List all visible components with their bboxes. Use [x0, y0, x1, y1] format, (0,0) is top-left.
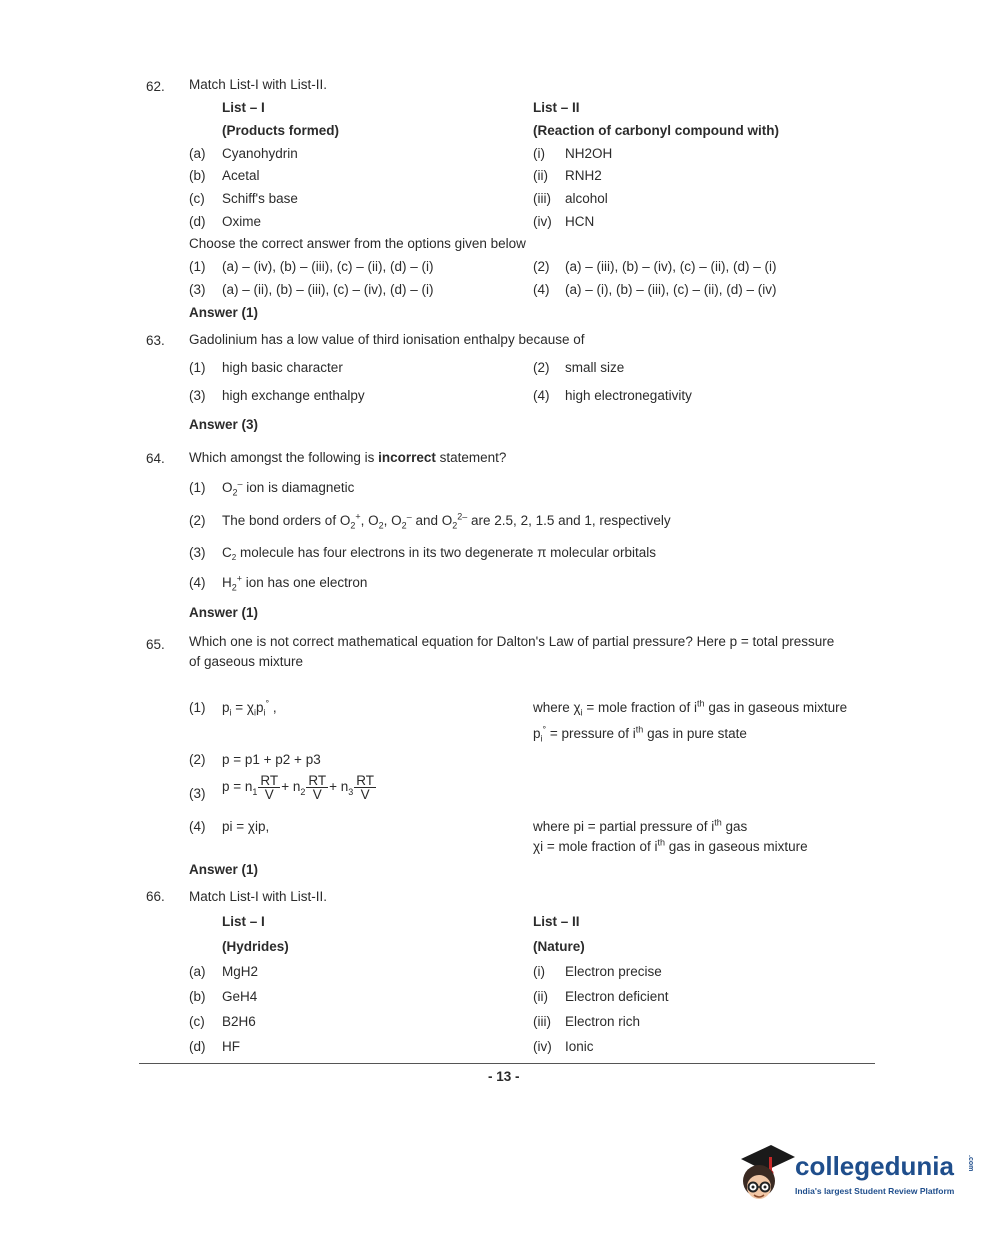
q62-option-tag: (2) [533, 259, 550, 274]
q65-th-superscript: th [697, 698, 705, 709]
q62-list2-item: alcohol [565, 191, 608, 206]
q64-stem-part: Which amongst the following is [189, 450, 379, 465]
q65-th-superscript: th [714, 817, 722, 828]
q62-choose-instruction: Choose the correct answer from the options given below [189, 236, 526, 251]
q62-list1-item: Cyanohydrin [222, 146, 298, 161]
q62-list2-tag: (i) [533, 146, 545, 161]
q65-answer: Answer (1) [189, 862, 259, 877]
q63-option-text: high exchange enthalpy [222, 388, 365, 403]
q66-list2-tag: (iv) [533, 1039, 552, 1054]
q65-option4-note2 [533, 838, 808, 856]
page-number: - 13 - [488, 1069, 520, 1084]
q65-option4-note1-end: gas [721, 819, 748, 834]
q64-stem [189, 449, 506, 467]
q64-option-tag: (4) [189, 575, 206, 590]
q64-option2-and: and [411, 513, 442, 528]
q62-option-text: (a) – (iii), (b) – (iv), (c) – (ii), (d) – (i) [565, 259, 777, 274]
q65-th-superscript: th [657, 837, 666, 848]
q65-option1-equation: $p_i = \chi_ip_i^\circ$ , [222, 698, 277, 718]
q64-option4-text: ion has one electron [242, 575, 368, 590]
q66-list2-subheading: (Nature) [533, 939, 585, 954]
q62-answer: Answer (1) [189, 305, 259, 320]
q66-number: 66. [146, 889, 165, 904]
q62-list1-subheading: (Products formed) [222, 123, 340, 138]
q63-option-tag: (4) [533, 388, 550, 403]
q66-list1-subheading: (Hydrides) [222, 939, 289, 954]
q65-stem-line2: of gaseous mixture [189, 654, 304, 669]
logo-name: collegedunia [795, 1151, 954, 1181]
q62-list2-item: RNH2 [565, 168, 602, 183]
q65-stem-line1: Which one is not correct mathematical equation for Dalton's Law of partial pressure? Here p = total pressure [189, 634, 835, 649]
q65-option3-equation: $p = n_1$ $\frac{RT}{V}$ + $n_2$ $\frac{RT}{V}$ + $n_3$ $\frac{RT}{V}$ [222, 773, 375, 802]
q65-option1-note: where $\chi_i$ = mole fraction of $i^{th}$ gas in gaseous mixture [533, 698, 848, 718]
q62-list2-tag: (iv) [533, 214, 552, 229]
q62-option-text: (a) – (iv), (b) – (iii), (c) – (ii), (d) – (i) [222, 259, 434, 274]
q62-option-tag: (3) [189, 282, 206, 297]
q63-option-text: small size [565, 360, 625, 375]
q65-option1-note-end: gas in gaseous mixture [704, 700, 848, 715]
q62-list1-tag: (b) [189, 168, 206, 183]
q62-option-tag: (4) [533, 282, 550, 297]
q63-option-tag: (3) [189, 388, 206, 403]
q66-list2-item: Electron deficient [565, 989, 669, 1004]
logo-dotcom: .com [966, 1154, 974, 1171]
collegedunia-logo[interactable] [733, 1137, 974, 1212]
q64-option3-text: molecule has four electrons in its two degenerate π molecular orbitals [236, 545, 656, 560]
q66-list1-item: GeH4 [222, 989, 258, 1004]
q64-option3-pre: C [222, 545, 232, 560]
q63-number: 63. [146, 333, 165, 348]
q64-option-text: $O_2^-$ ion is diamagnetic [222, 478, 355, 498]
q66-list2-item: Ionic [565, 1039, 594, 1054]
logo-wordmark [795, 1151, 985, 1181]
q64-option-tag: (3) [189, 545, 206, 560]
q62-list2-subheading: (Reaction of carbonyl compound with) [533, 123, 779, 138]
q66-list1-tag: (d) [189, 1039, 206, 1054]
q62-list1-item: Oxime [222, 214, 262, 229]
q65-option-tag: (4) [189, 819, 206, 834]
q64-option-text: $H_2^+$ ion has one electron [222, 573, 368, 593]
q64-option-text: The bond orders of $O_2^+$, $O_2$, $O_2^-$ and $O_2^{2-}$ are 2.5, 2, 1.5 and 1, respectively [222, 511, 671, 531]
q64-option-tag: (1) [189, 480, 206, 495]
q64-answer: Answer (1) [189, 605, 259, 620]
q65-option1-note2: $p_i^\circ$ = pressure of $i^{th}$ gas in pure state [533, 724, 747, 744]
q65-option2-equation: p = p1 + p2 + p3 [222, 752, 321, 767]
q65-option1-note-pre: where χ [533, 700, 581, 715]
q62-option-tag: (1) [189, 259, 206, 274]
q65-option4-note2-end: gas in gaseous mixture [665, 839, 808, 854]
q62-list1-item: Schiff's base [222, 191, 298, 206]
q66-list1-tag: (a) [189, 964, 206, 979]
q64-option1-text: ion is diamagnetic [242, 480, 355, 495]
q65-option1-note2-post: gas in pure state [643, 726, 747, 741]
q62-stem: Match List-I with List-II. [189, 77, 328, 92]
q63-answer: Answer (3) [189, 417, 259, 432]
q62-number: 62. [146, 79, 165, 94]
q64-option-text: $C_2$ molecule has four electrons in its two degenerate π molecular orbitals [222, 545, 656, 562]
logo-tagline: India's largest Student Review Platform [795, 1186, 955, 1196]
q65-option-tag: (1) [189, 700, 206, 715]
q66-list2-tag: (i) [533, 964, 545, 979]
footer-divider [139, 1063, 875, 1064]
q64-option2-post: are 2.5, 2, 1.5 and 1, respectively [467, 513, 671, 528]
q62-list2-item: HCN [565, 214, 595, 229]
q62-list1-tag: (d) [189, 214, 206, 229]
q64-option2-pre: The bond orders of [222, 513, 340, 528]
q62-list1-item: Acetal [222, 168, 260, 183]
q65-option4-note1 [533, 818, 747, 836]
q64-stem-part: statement? [435, 450, 507, 465]
q63-option-tag: (1) [189, 360, 206, 375]
q66-list2-item: Electron precise [565, 964, 662, 979]
q62-list2-tag: (ii) [533, 168, 548, 183]
q62-list1-tag: (c) [189, 191, 205, 206]
q66-list1-tag: (c) [189, 1014, 205, 1029]
q62-option-text: (a) – (ii), (b) – (iii), (c) – (iv), (d) – (i) [222, 282, 434, 297]
q65-th-superscript: th [635, 724, 644, 735]
q66-list1-tag: (b) [189, 989, 206, 1004]
q64-number: 64. [146, 451, 165, 466]
q66-list1-item: B2H6 [222, 1014, 256, 1029]
mascot-icon [733, 1137, 795, 1212]
q63-option-text: high electronegativity [565, 388, 692, 403]
q62-list2-tag: (iii) [533, 191, 551, 206]
q66-list1-item: HF [222, 1039, 240, 1054]
q66-list1-item: MgH2 [222, 964, 259, 979]
q62-list2-item: NH2OH [565, 146, 613, 161]
q64-stem-bold: incorrect [378, 450, 436, 465]
q62-list2-heading: List – II [533, 100, 580, 115]
q65-option-tag: (2) [189, 752, 206, 767]
q65-option4-equation: pi = χip, [222, 819, 270, 834]
q65-number: 65. [146, 637, 165, 652]
q64-option-tag: (2) [189, 513, 206, 528]
q66-stem: Match List-I with List-II. [189, 889, 328, 904]
q65-option4-note1-text: where pi = partial pressure of i [533, 819, 715, 834]
q66-list2-item: Electron rich [565, 1014, 641, 1029]
q66-list2-tag: (ii) [533, 989, 548, 1004]
q62-list1-heading: List – I [222, 100, 265, 115]
q62-option-text: (a) – (i), (b) – (iii), (c) – (ii), (d) – (iv) [565, 282, 777, 297]
q63-option-text: high basic character [222, 360, 343, 375]
q66-list2-tag: (iii) [533, 1014, 551, 1029]
q65-option4-note2-text: χi = mole fraction of i [533, 839, 658, 854]
q65-option1-note-mid: = mole fraction of i [582, 700, 698, 715]
q62-list1-tag: (a) [189, 146, 206, 161]
q63-stem: Gadolinium has a low value of third ionisation enthalpy because of [189, 332, 585, 347]
q65-option-tag: (3) [189, 786, 206, 801]
q65-option1-note2-pre: = pressure of i [546, 726, 636, 741]
q66-list1-heading: List – I [222, 914, 265, 929]
q63-option-tag: (2) [533, 360, 550, 375]
q66-list2-heading: List – II [533, 914, 580, 929]
